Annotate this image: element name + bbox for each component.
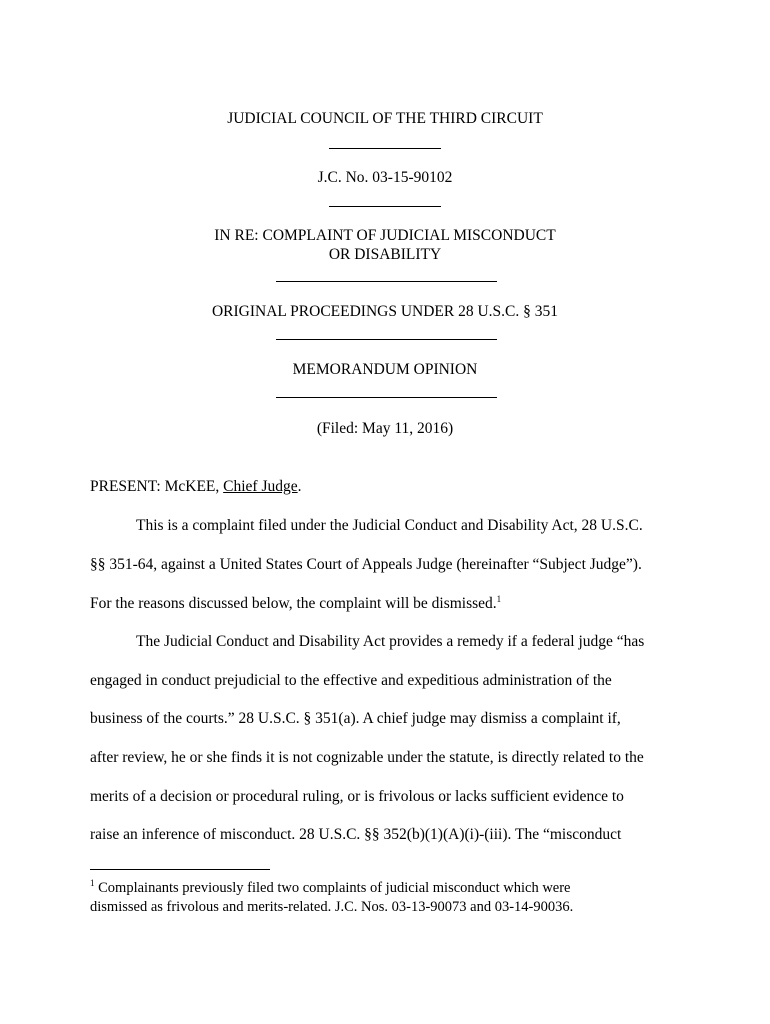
footnote-reference[interactable]: 1 <box>496 593 502 604</box>
body-line: merits of a decision or procedural ruling, or is frivolous or lacks sufficient evidence to <box>90 788 624 805</box>
separator-rule <box>329 148 441 149</box>
present-title: Chief Judge <box>223 478 298 495</box>
footnote-line-1 <box>90 879 571 897</box>
separator-rule <box>276 339 497 340</box>
present-line <box>90 477 302 496</box>
body-line <box>90 594 501 613</box>
body-line: The Judicial Conduct and Disability Act provides a remedy if a federal judge “has <box>136 633 645 650</box>
body-line: raise an inference of misconduct. 28 U.S.C. §§ 352(b)(1)(A)(i)-(iii). The “misconduct <box>90 826 622 843</box>
body-line: business of the courts.” 28 U.S.C. § 351(a). A chief judge may dismiss a complaint if, <box>90 710 621 727</box>
proceedings-heading: ORIGINAL PROCEEDINGS UNDER 28 U.S.C. § 351 <box>211 303 559 320</box>
body-line: after review, he or she finds it is not cognizable under the statute, is directly related to the <box>90 749 644 766</box>
case-number: J.C. No. 03-15-90102 <box>317 169 453 186</box>
footnote-text: Complainants previously filed two complaints of judicial misconduct which were <box>94 880 571 896</box>
separator-rule <box>276 281 497 282</box>
court-name: JUDICIAL COUNCIL OF THE THIRD CIRCUIT <box>227 110 543 127</box>
body-line: §§ 351-64, against a United States Court of Appeals Judge (hereinafter “Subject Judge”). <box>90 556 642 573</box>
footnote-line-2: dismissed as frivolous and merits-related. J.C. Nos. 03-13-90073 and 03-14-90036. <box>90 899 574 915</box>
separator-rule <box>276 397 497 398</box>
footnote-separator <box>90 869 270 870</box>
filed-date: (Filed: May 11, 2016) <box>316 420 454 437</box>
present-suffix: . <box>297 478 302 495</box>
separator-rule <box>329 206 441 207</box>
opinion-type: MEMORANDUM OPINION <box>292 361 478 378</box>
footnote-marker: 1 <box>90 878 95 889</box>
body-line: This is a complaint filed under the Judicial Conduct and Disability Act, 28 U.S.C. <box>136 517 643 534</box>
body-line-text: For the reasons discussed below, the complaint will be dismissed. <box>90 595 497 612</box>
body-line: engaged in conduct prejudicial to the effective and expeditious administration of the <box>90 672 612 689</box>
present-prefix: PRESENT: McKEE, <box>90 478 224 495</box>
caption-line-1: IN RE: COMPLAINT OF JUDICIAL MISCONDUCT <box>214 227 556 244</box>
caption-line-2: OR DISABILITY <box>328 246 442 263</box>
